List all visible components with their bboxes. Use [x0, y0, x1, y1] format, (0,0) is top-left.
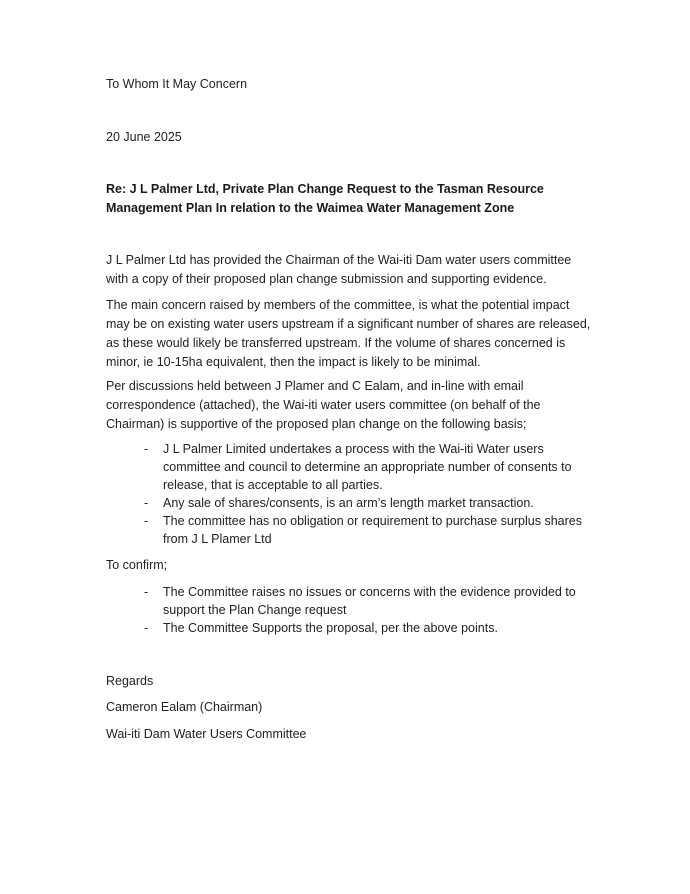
- confirm-list-item: [144, 619, 584, 637]
- paragraph-support: [106, 377, 586, 434]
- list-item-line: release, that is acceptable to all parties.: [163, 478, 383, 492]
- paragraph-concern: [106, 296, 591, 372]
- paragraph-line: J L Palmer Ltd has provided the Chairman of the Wai-iti Dam water users committee: [106, 253, 572, 267]
- list-item-line: The committee has no obligation or requirement to purchase surplus shares: [163, 514, 582, 528]
- subject-line: Management Plan In relation to the Waimea Water Management Zone: [106, 201, 515, 215]
- list-item-line: J L Palmer Limited undertakes a process with the Wai-iti Water users: [163, 442, 544, 456]
- subject-heading: [106, 180, 576, 218]
- dash-bullet: -: [144, 585, 149, 599]
- dash-bullet: -: [144, 514, 149, 528]
- list-item-line: The Committee raises no issues or concerns with the evidence provided to: [163, 585, 576, 599]
- paragraph-line: with a copy of their proposed plan change submission and supporting evidence.: [106, 272, 547, 286]
- basis-list-item: [144, 440, 584, 494]
- list-item-line: committee and council to determine an appropriate number of consents to: [163, 460, 572, 474]
- signatory-name: Cameron Ealam (Chairman): [106, 700, 263, 714]
- basis-list: [144, 440, 584, 548]
- signatory-organisation: Wai-iti Dam Water Users Committee: [106, 727, 307, 741]
- letter-date: 20 June 2025: [106, 130, 182, 144]
- paragraph-line: as these would likely be transferred upstream. If the volume of shares concerned is: [106, 336, 566, 350]
- paragraph-line: Per discussions held between J Plamer and C Ealam, and in-line with email: [106, 379, 524, 393]
- confirm-list-item: [144, 583, 584, 619]
- paragraph-line: may be on existing water users upstream if a significant number of shares are released,: [106, 317, 591, 331]
- paragraph-line: minor, ie 10-15ha equivalent, then the impact is likely to be minimal.: [106, 355, 481, 369]
- paragraph-line: Chairman) is supportive of the proposed plan change on the following basis;: [106, 417, 527, 431]
- subject-line: Re: J L Palmer Ltd, Private Plan Change Request to the Tasman Resource: [106, 182, 544, 196]
- paragraph-intro: [106, 251, 586, 289]
- closing-regards: Regards: [106, 674, 154, 688]
- confirm-heading: To confirm;: [106, 558, 168, 572]
- basis-list-item: [144, 512, 584, 548]
- list-item-line: The Committee Supports the proposal, per the above points.: [163, 621, 498, 635]
- salutation: To Whom It May Concern: [106, 77, 248, 91]
- paragraph-line: correspondence (attached), the Wai-iti water users committee (on behalf of the: [106, 398, 541, 412]
- confirm-list: [144, 583, 584, 637]
- list-item-line: support the Plan Change request: [163, 603, 347, 617]
- dash-bullet: -: [144, 621, 149, 635]
- paragraph-line: The main concern raised by members of the committee, is what the potential impact: [106, 298, 570, 312]
- basis-list-item: [144, 494, 584, 512]
- list-item-line: from J L Plamer Ltd: [163, 532, 272, 546]
- list-item-line: Any sale of shares/consents, is an arm’s length market transaction.: [163, 496, 534, 510]
- dash-bullet: -: [144, 442, 149, 456]
- dash-bullet: -: [144, 496, 149, 510]
